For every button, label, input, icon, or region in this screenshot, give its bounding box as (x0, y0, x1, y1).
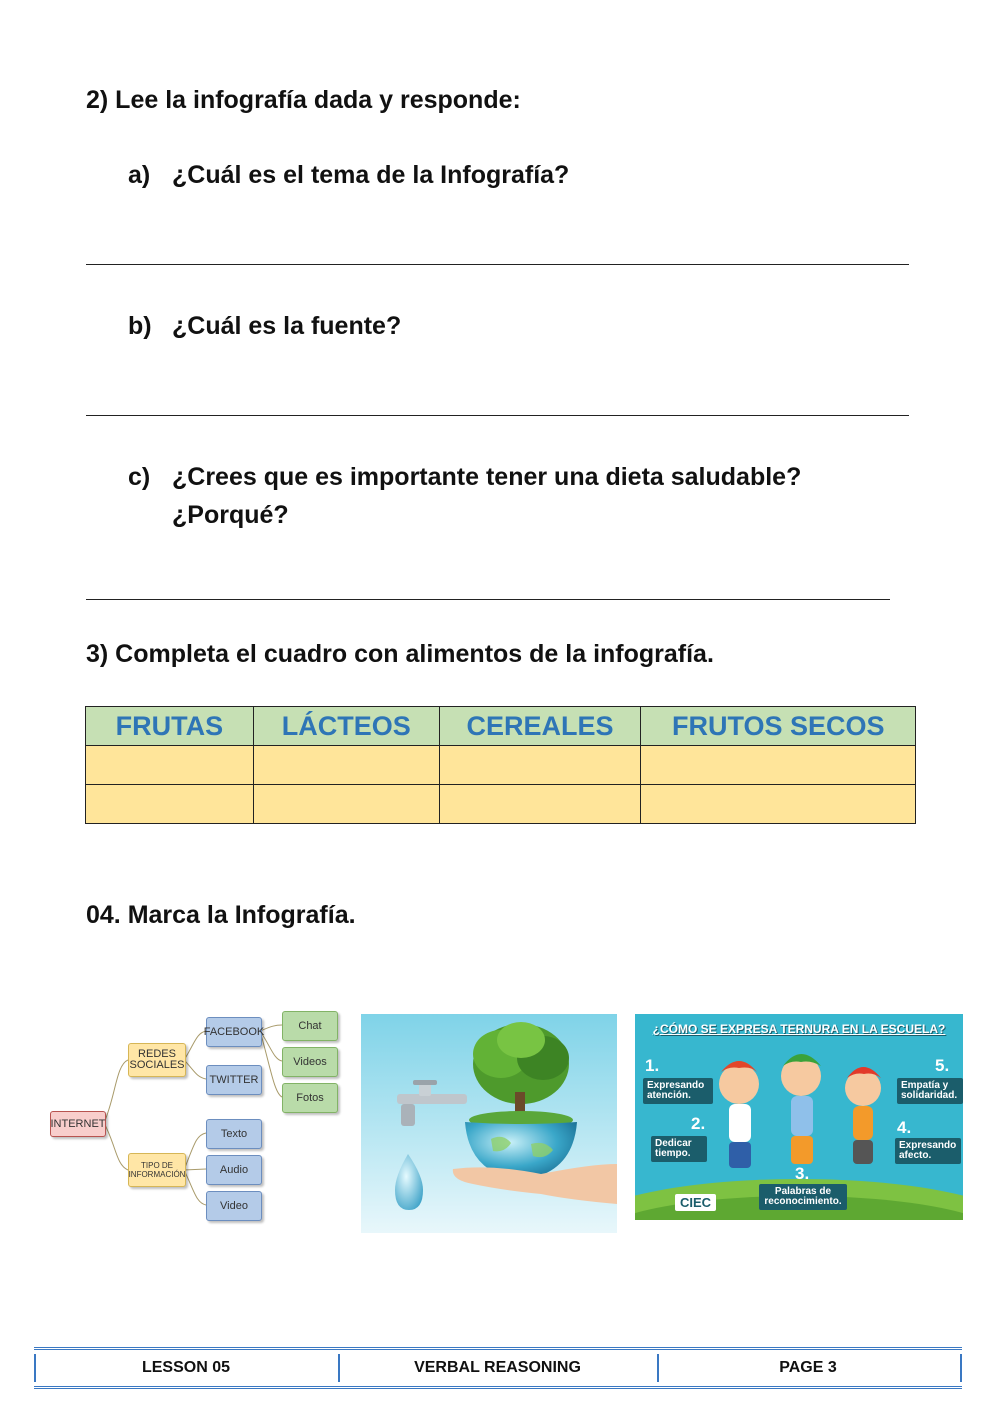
table-cell[interactable] (86, 785, 254, 824)
footer-lesson: LESSON 05 (141, 1359, 231, 1376)
mind-map-video: Video (206, 1191, 262, 1221)
column-header-frutas: FRUTAS (86, 707, 254, 746)
table-cell[interactable] (439, 785, 641, 824)
q2c-answer-line[interactable] (86, 599, 890, 600)
ternura-num-3: 3. (795, 1164, 810, 1183)
footer-page: PAGE 3 (779, 1359, 837, 1376)
option-ternura-infographic[interactable] (635, 1014, 963, 1220)
ternura-item-2: Dedicar tiempo. (651, 1136, 707, 1162)
q2c-question-line2: ¿Porqué? (172, 501, 289, 529)
table-row (86, 785, 916, 824)
ternura-item-3: Palabras de reconocimiento. (759, 1184, 847, 1210)
q2c-question-line1: ¿Crees que es importante tener una dieta saludable? (172, 463, 802, 491)
mind-map-audio: Audio (206, 1155, 262, 1185)
ternura-item-4: Expresando afecto. (895, 1138, 961, 1164)
page-footer (34, 1347, 962, 1389)
option-water-earth-image[interactable] (361, 1014, 617, 1233)
q4-heading: 04. Marca la Infografía. (86, 901, 356, 929)
ternura-num-4: 4. (897, 1118, 912, 1137)
ternura-item-1: Expresando atención. (643, 1078, 713, 1104)
table-cell[interactable] (253, 785, 439, 824)
table-header-row (86, 707, 916, 746)
water-earth-illustration (361, 1014, 617, 1233)
mind-map-branch-info: TIPO DE INFORMACIÓN (128, 1153, 186, 1187)
mind-map-twitter: TWITTER (206, 1065, 262, 1095)
table-row (86, 746, 916, 785)
q2-heading: 2) Lee la infografía dada y responde: (86, 86, 521, 114)
ternura-item-5: Empatía y solidaridad. (897, 1078, 963, 1104)
q2c-marker: c) (128, 463, 151, 491)
mind-map-root: INTERNET (50, 1111, 106, 1137)
table-cell[interactable] (86, 746, 254, 785)
mind-map-texto: Texto (206, 1119, 262, 1149)
footer-subject: VERBAL REASONING (414, 1359, 581, 1376)
table-cell[interactable] (641, 746, 916, 785)
ternura-num-1: 1. (645, 1056, 660, 1075)
mind-map-fotos: Fotos (282, 1083, 338, 1113)
mind-map-chat: Chat (282, 1011, 338, 1041)
table-cell[interactable] (253, 746, 439, 785)
column-header-frutos-secos: FRUTOS SECOS (641, 707, 916, 746)
q2b-answer-line[interactable] (86, 415, 909, 416)
q2a-question: ¿Cuál es el tema de la Infografía? (172, 161, 570, 189)
table-cell[interactable] (641, 785, 916, 824)
column-header-lacteos: LÁCTEOS (253, 707, 439, 746)
option-mind-map[interactable] (46, 1005, 346, 1225)
ciec-logo: CIEC (675, 1194, 716, 1211)
mind-map-branch-social: REDES SOCIALES (128, 1043, 186, 1077)
mind-map-videos: Videos (282, 1047, 338, 1077)
mind-map-facebook: FACEBOOK (206, 1017, 262, 1047)
table-cell[interactable] (439, 746, 641, 785)
ternura-num-5: 5. (935, 1056, 950, 1075)
food-table (85, 706, 916, 824)
q2b-marker: b) (128, 312, 152, 340)
ternura-title: ¿CÓMO SE EXPRESA TERNURA EN LA ESCUELA? (652, 1022, 946, 1036)
q2a-marker: a) (128, 161, 151, 189)
column-header-cereales: CEREALES (439, 707, 641, 746)
q3-heading: 3) Completa el cuadro con alimentos de la infografía. (86, 640, 714, 668)
q2a-answer-line[interactable] (86, 264, 909, 265)
ternura-num-2: 2. (691, 1114, 706, 1133)
footer-edge-right (960, 1354, 962, 1382)
q2b-question: ¿Cuál es la fuente? (172, 312, 402, 340)
